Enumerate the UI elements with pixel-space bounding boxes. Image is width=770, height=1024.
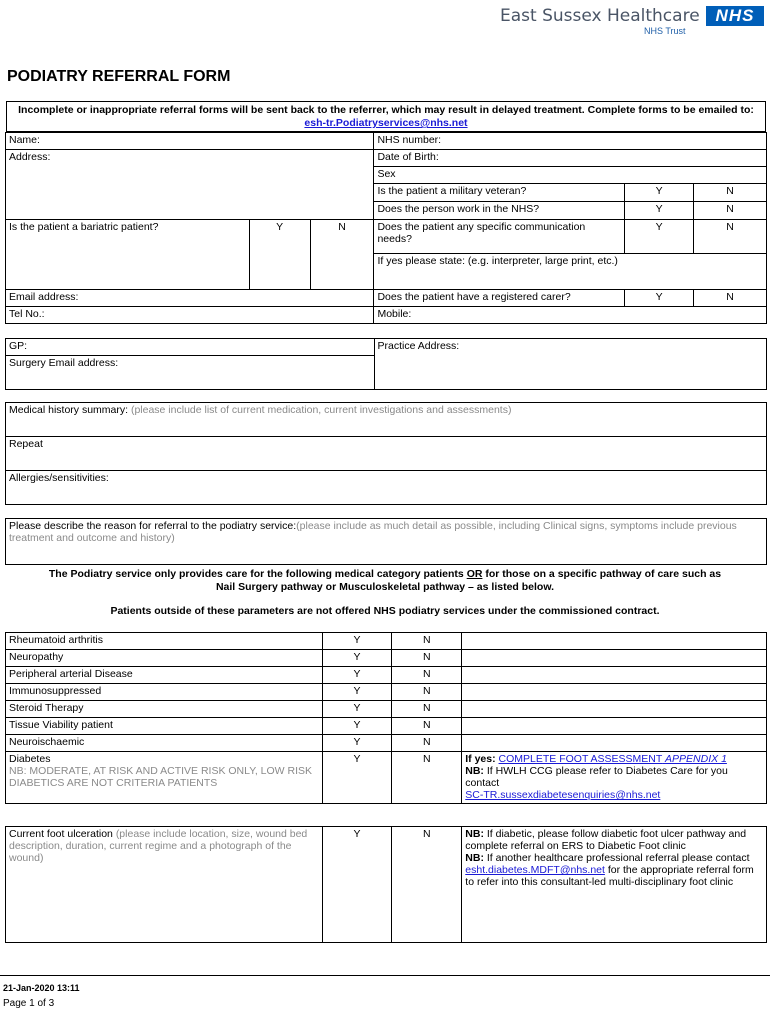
communication-question: Does the patient any specific communication needs? [374,220,625,254]
category-notes[interactable] [462,633,767,650]
category-notes[interactable] [462,701,767,718]
category-notes[interactable] [462,667,767,684]
category-yes[interactable]: Y [322,667,392,684]
carer-no[interactable]: N [694,290,767,307]
referral-reason-table [5,518,767,565]
nhs-logo: NHS [706,6,764,26]
category-label: Peripheral arterial Disease [6,667,323,684]
nhs-work-question: Does the person work in the NHS? [374,202,625,220]
tel-field[interactable]: Tel No.: [6,307,374,324]
communication-no[interactable]: N [694,220,767,254]
category-no[interactable]: N [392,633,462,650]
nhs-work-no[interactable]: N [694,202,767,220]
category-yes[interactable]: Y [322,650,392,667]
category-yes[interactable]: Y [322,633,392,650]
category-no[interactable]: N [392,650,462,667]
category-notes[interactable] [462,718,767,735]
name-field[interactable]: Name: [6,133,374,150]
patient-details-table [5,132,767,324]
foot-ulceration-table [5,826,767,943]
medical-history-table [5,402,767,505]
category-row [6,633,767,650]
notice-box [6,101,766,132]
category-row [6,684,767,701]
category-yes[interactable]: Y [322,684,392,701]
medical-history-field[interactable]: Medical history summary: (please include list of current medication, current investigations and assessments) [6,403,767,437]
diabetes-note: NB: MODERATE, AT RISK AND ACTIVE RISK ONLY, LOW RISK DIABETICS ARE NOT CRITERIA PATIENTS [9,765,313,789]
nhs-number-field[interactable]: NHS number: [374,133,767,150]
category-yes[interactable]: Y [322,735,392,752]
mobile-field[interactable]: Mobile: [374,307,767,324]
ulceration-no[interactable]: N [392,827,462,943]
category-label: Rheumatoid arthritis [6,633,323,650]
veteran-no[interactable]: N [694,184,767,202]
category-label: Neuropathy [6,650,323,667]
service-note: The Podiatry service only provides care for the following medical category patients OR for those on a specific pathway of care such as Nail Surgery pathway or Musculoskeletal pathway – as listed below. [48,568,722,593]
category-notes[interactable] [462,650,767,667]
service-parameters-note: Patients outside of these parameters are not offered NHS podiatry services under the commissioned contract. [110,605,660,617]
dob-field[interactable]: Date of Birth: [374,150,767,167]
category-row [6,735,767,752]
carer-yes[interactable]: Y [625,290,694,307]
nhs-work-yes[interactable]: Y [625,202,694,220]
referral-email-link[interactable]: esh-tr.Podiatryservices@nhs.net [304,117,468,129]
notice-text: Incomplete or inappropriate referral forms will be sent back to the referrer, which may result in delayed treatment. Complete forms to be emailed to: esh-tr.Podiatryservices@nhs.net [18,104,754,129]
category-yes[interactable]: Y [322,718,392,735]
referral-reason-field[interactable]: Please describe the reason for referral to the podiatry service:(please include as much detail as possible, including Clinical signs, symptoms include previous treatment and outcome and history) [6,519,767,565]
diabetes-instructions: If yes: COMPLETE FOOT ASSESSMENT APPENDIX 1 NB: If HWLH CCG please refer to Diabetes Care for you contact SC-TR.sussexdiabetesenquiries@nhs.net [462,752,767,804]
ulceration-instructions: NB: If diabetic, please follow diabetic foot ulcer pathway and complete referral on ERS to Diabetic Foot clinic NB: If another healthcare professional referral please contact esht.diabetes.MDFT@nhs.net for the appropriate referral form to refer into this consultant-led multi-disciplinary foot clinic [462,827,767,943]
sex-field[interactable]: Sex [374,167,767,184]
footer-divider [0,975,770,976]
diabetes-enquiries-link[interactable]: SC-TR.sussexdiabetesenquiries@nhs.net [465,789,661,801]
mdft-email-link[interactable]: esht.diabetes.MDFT@nhs.net [465,864,605,876]
email-field[interactable]: Email address: [6,290,374,307]
diabetes-label-cell: Diabetes NB: MODERATE, AT RISK AND ACTIVE RISK ONLY, LOW RISK DIABETICS ARE NOT CRITERIA PATIENTS [6,752,323,804]
category-no[interactable]: N [392,701,462,718]
category-no[interactable]: N [392,735,462,752]
gp-field[interactable]: GP: [6,339,375,356]
footer-page-number: Page 1 of 3 [3,998,55,1009]
category-no[interactable]: N [392,667,462,684]
category-notes[interactable] [462,735,767,752]
carer-question: Does the patient have a registered carer? [374,290,625,307]
bariatric-no[interactable]: N [310,220,374,290]
communication-yes[interactable]: Y [625,220,694,254]
gp-details-table [5,338,767,390]
ulceration-yes[interactable]: Y [322,827,392,943]
category-notes[interactable] [462,684,767,701]
category-row [6,701,767,718]
category-row [6,718,767,735]
category-row [6,667,767,684]
trust-name: NHS Trust [644,26,686,36]
category-label: Neuroischaemic [6,735,323,752]
category-no[interactable]: N [392,684,462,701]
category-row [6,650,767,667]
page-title: PODIATRY REFERRAL FORM [7,68,231,85]
bariatric-question: Is the patient a bariatric patient? [6,220,250,290]
repeat-field[interactable]: Repeat [6,437,767,471]
veteran-yes[interactable]: Y [625,184,694,202]
organisation-name: East Sussex Healthcare [500,6,700,26]
surgery-email-field[interactable]: Surgery Email address: [6,356,375,390]
ulceration-label-cell[interactable]: Current foot ulceration (please include location, size, wound bed description, duration, current regime and a photograph of the wound) [6,827,323,943]
category-no[interactable]: N [392,718,462,735]
practice-address-field[interactable]: Practice Address: [374,339,766,390]
allergies-field[interactable]: Allergies/sensitivities: [6,471,767,505]
foot-assessment-link[interactable]: COMPLETE FOOT ASSESSMENT APPENDIX 1 [498,753,727,765]
address-field[interactable]: Address: [6,150,374,220]
diabetes-no[interactable]: N [392,752,462,804]
category-label: Tissue Viability patient [6,718,323,735]
medical-category-table [5,632,767,804]
category-yes[interactable]: Y [322,701,392,718]
diabetes-row [6,752,767,804]
diabetes-yes[interactable]: Y [322,752,392,804]
bariatric-yes[interactable]: Y [249,220,310,290]
veteran-question: Is the patient a military veteran? [374,184,625,202]
category-label: Immunosuppressed [6,684,323,701]
communication-details-field[interactable]: If yes please state: (e.g. interpreter, large print, etc.) [374,254,767,290]
footer-datetime: 21-Jan-2020 13:11 [3,983,80,993]
category-label: Steroid Therapy [6,701,323,718]
